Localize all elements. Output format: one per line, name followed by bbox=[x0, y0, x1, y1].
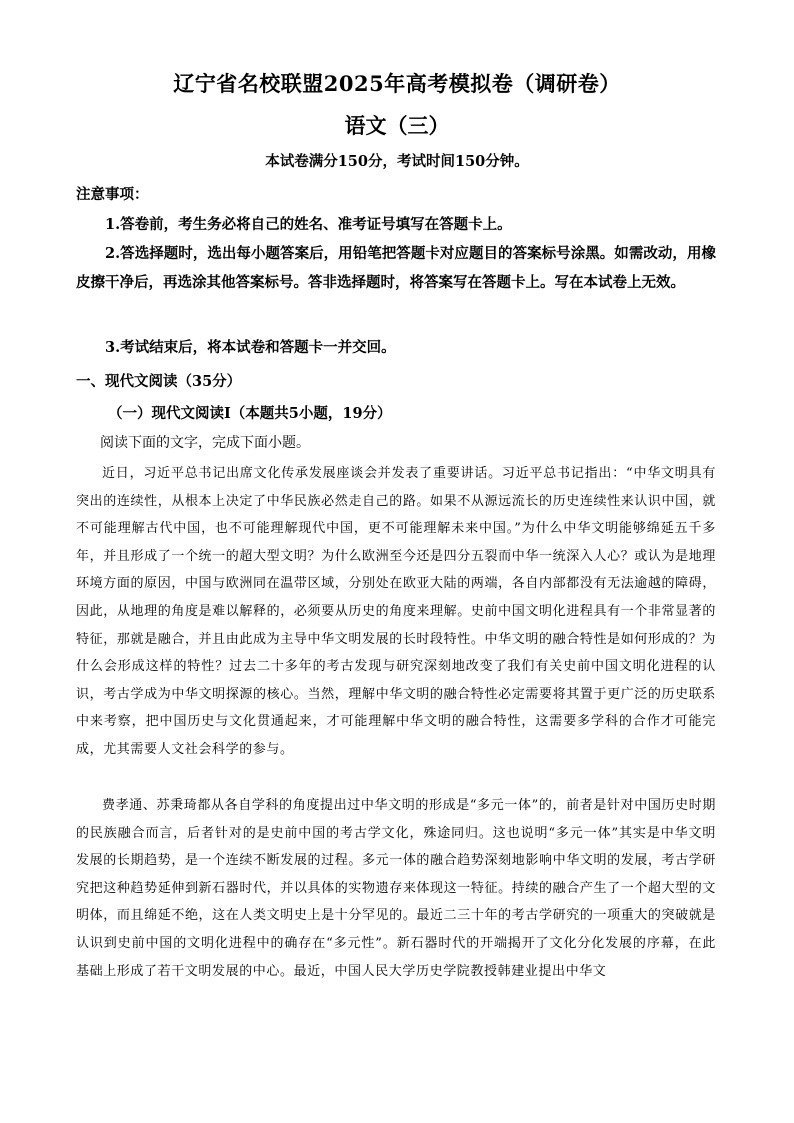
notice-item: 2.答选择题时，选出每小题答案后，用铅笔把答题卡对应题目的答案标号涂黑。如需改动，用橡皮擦干净后，再选涂其他答案标号。答非选择题时，将答案写在答题卡上。写在本试卷上无效。 bbox=[76, 245, 716, 291]
document-title: 辽宁省名校联盟2025年高考模拟卷（调研卷） bbox=[173, 71, 621, 96]
notice-heading: 注意事项： bbox=[76, 186, 149, 203]
reading-instruction: 阅读下面的文字，完成下面小题。 bbox=[100, 435, 310, 451]
section-heading: 一、现代文阅读（35分） bbox=[76, 373, 242, 390]
passage-paragraph: 近日，习近平总书记出席文化传承发展座谈会并发表了重要讲话。习近平总书记指出：“中华文明具有突出的连续性，从根本上决定了中华民族必然走自己的路。如果不从源远流长的历史连续性来认识中国，就不可能理解古代中国，也不可能理解现代中国，更不可能理解未来中国。”为什么中华文明能够绵延五千多年，并且形成了一个统一的超大型文明？为什么欧洲至今还是四分五裂而中华一统深入人心？或认为是地理环境方面的原因，中国与欧洲同在温带区域，分别处在欧亚大陆的两端，各自内部都没有无法逾越的障碍，因此，从地理的角度是难以解释的，必须要从历史的角度来理解。史前中国文明化进程具有一个非常显著的特征，那就是融合，并且由此成为主导中华文明发展的长时段特性。中华文明的融合特性是如何形成的？为什么会形成这样的特性？过去二十多年的考古发现与研究深刻地改变了我们有关史前中国文明化进程的认识，考古学成为中华文明探源的核心。当然，理解中华文明的融合特性必定需要将其置于更广泛的历史联系中来考察，把中国历史与文化贯通起来，才可能理解中华文明的融合特性，这需要多学科的合作才可能完成，尤其需要人文社会科学的参与。 bbox=[76, 466, 716, 757]
passage-paragraph: 费孝通、苏秉琦都从各自学科的角度提出过中华文明的形成是“多元一体”的，前者是针对中国历史时期的民族融合而言，后者针对的是史前中国的考古学文化，殊途同归。这也说明“多元一体”其实是中华文明发展的长期趋势，是一个连续不断发展的过程。多元一体的融合趋势深刻地影响中华文明的发展，考古学研究把这种趋势延伸到新石器时代，并以具体的实物遗存来体现这一特征。持续的融合产生了一个超大型的文明体，而且绵延不绝，这在人类文明史上是十分罕见的。最近二三十年的考古学研究的一项重大的突破就是认识到史前中国的文明化进程中的确存在“多元性”。新石器时代的开端揭开了文化分化发展的序幕，在此基础上形成了若干文明发展的中心。最近，中国人民大学历史学院教授韩建业提出中华文 bbox=[76, 798, 716, 979]
notice-item: 3.考试结束后，将本试卷和答题卡一并交回。 bbox=[105, 339, 396, 356]
document-subtitle: 语文（三） bbox=[344, 113, 450, 138]
subsection-heading: （一）现代文阅读Ⅰ（本题共5小题，19分） bbox=[108, 405, 392, 422]
exam-info: 本试卷满分150分，考试时间150分钟。 bbox=[265, 153, 529, 170]
notice-item: 1.答卷前，考生务必将自己的姓名、准考证号填写在答题卡上。 bbox=[105, 216, 512, 233]
